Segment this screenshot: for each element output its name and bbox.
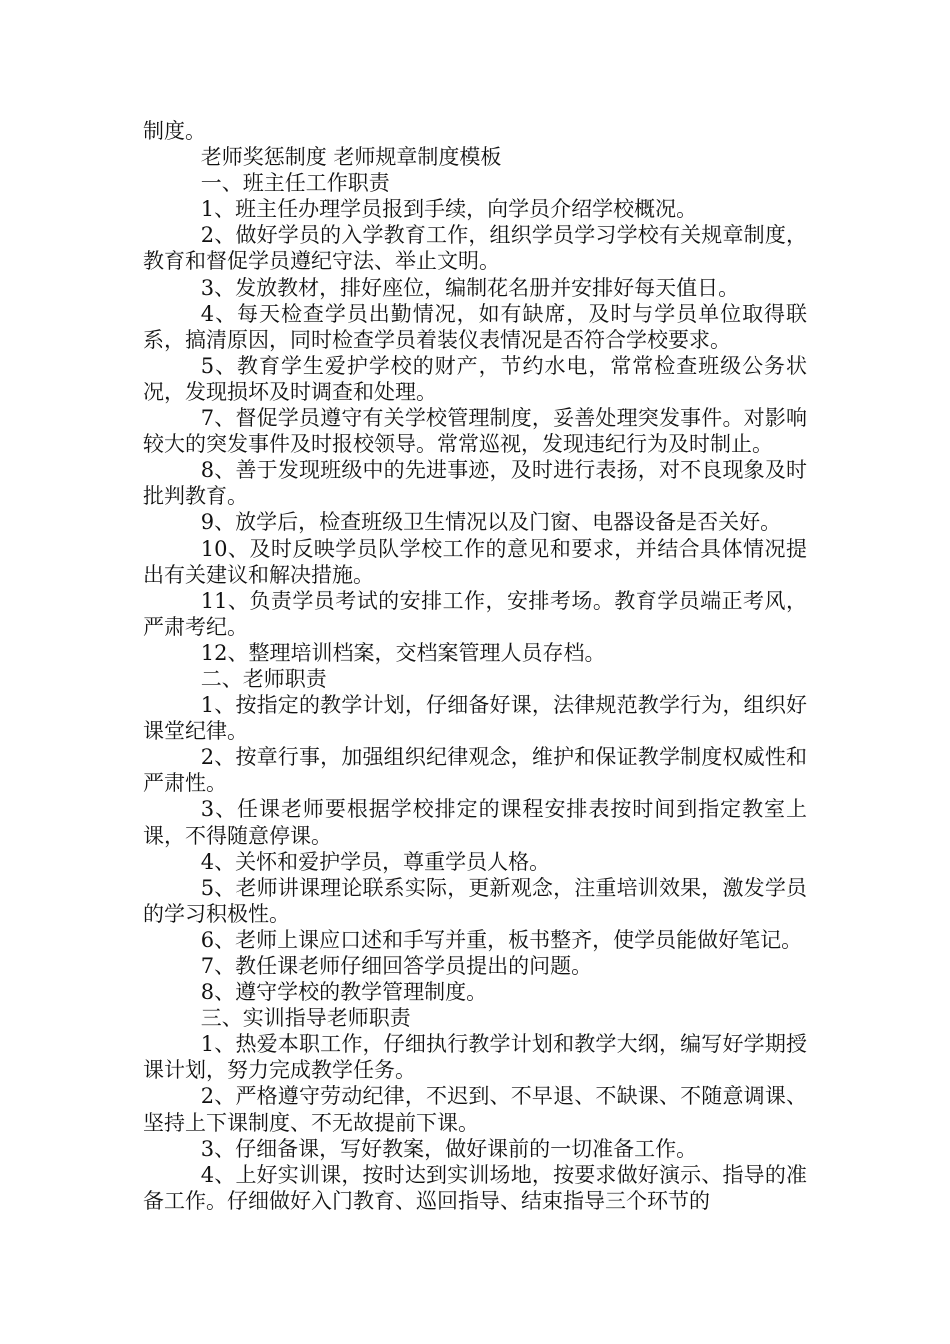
paragraph: 一、班主任工作职责: [200, 171, 390, 196]
paragraph: 3、仔细备课，写好教案，做好课前的一切准备工作。: [200, 1136, 698, 1161]
paragraph: 制度。: [143, 119, 206, 143]
paragraph: 2、按章行事，加强组织纪律观念，维护和保证教学制度权威性和严肃性。: [143, 745, 807, 796]
paragraph: 老师奖惩制度 老师规章制度模板: [200, 145, 502, 170]
paragraph: 8、遵守学校的教学管理制度。: [200, 980, 488, 1005]
paragraph: 12、整理培训档案，交档案管理人员存档。: [200, 640, 606, 665]
paragraph: 10、及时反映学员队学校工作的意见和要求，并结合具体情况提出有关建议和解决措施。: [143, 536, 807, 587]
paragraph: 4、每天检查学员出勤情况，如有缺席，及时与学员单位取得联系，搞清原因，同时检查学员着装仪表情况是否符合学校要求。: [143, 301, 807, 352]
paragraph: 4、关怀和爱护学员，尊重学员人格。: [200, 849, 551, 874]
paragraph: 三、实训指导老师职责: [200, 1006, 411, 1031]
paragraph: 1、班主任办理学员报到手续，向学员介绍学校概况。: [200, 197, 698, 222]
paragraph: 7、督促学员遵守有关学校管理制度，妥善处理突发事件。对影响较大的突发事件及时报校领导。常常巡视，发现违纪行为及时制止。: [143, 406, 807, 457]
paragraph: 2、做好学员的入学教育工作，组织学员学习学校有关规章制度，教育和督促学员遵纪守法、举止文明。: [143, 223, 807, 274]
paragraph: 3、发放教材，排好座位，编制花名册并安排好每天值日。: [200, 275, 740, 300]
paragraph: 3、任课老师要根据学校排定的课程安排表按时间到指定教室上课，不得随意停课。: [143, 797, 807, 848]
paragraph: 8、善于发现班级中的先进事迹，及时进行表扬，对不良现象及时批判教育。: [143, 458, 807, 509]
paragraph: 二、老师职责: [200, 666, 327, 691]
paragraph: 2、严格遵守劳动纪律，不迟到、不早退、不缺课、不随意调课、坚持上下课制度、不无故提前下课。: [143, 1084, 807, 1135]
paragraph: 7、教任课老师仔细回答学员提出的问题。: [200, 954, 593, 978]
paragraph: 1、按指定的教学计划，仔细备好课，法律规范教学行为，组织好课堂纪律。: [143, 693, 807, 744]
paragraph: 1、热爱本职工作，仔细执行教学计划和教学大纲，编写好学期授课计划，努力完成教学任务。: [143, 1032, 807, 1083]
document-page: [143, 118, 807, 1214]
paragraph: 5、老师讲课理论联系实际，更新观念，注重培训效果，激发学员的学习积极性。: [143, 875, 807, 926]
paragraph: 9、放学后，检查班级卫生情况以及门窗、电器设备是否关好。: [200, 510, 782, 535]
paragraph: 6、老师上课应口述和手写并重，板书整齐，使学员能做好笔记。: [200, 927, 803, 952]
paragraph: 11、负责学员考试的安排工作，安排考场。教育学员端正考风，严肃考纪。: [143, 588, 807, 639]
paragraph: 4、上好实训课，按时达到实训场地，按要求做好演示、指导的准备工作。仔细做好入门教育、巡回指导、结束指导三个环节的: [143, 1162, 807, 1213]
paragraph: 5、教育学生爱护学校的财产，节约水电，常常检查班级公务状况，发现损坏及时调查和处理。: [143, 353, 807, 404]
